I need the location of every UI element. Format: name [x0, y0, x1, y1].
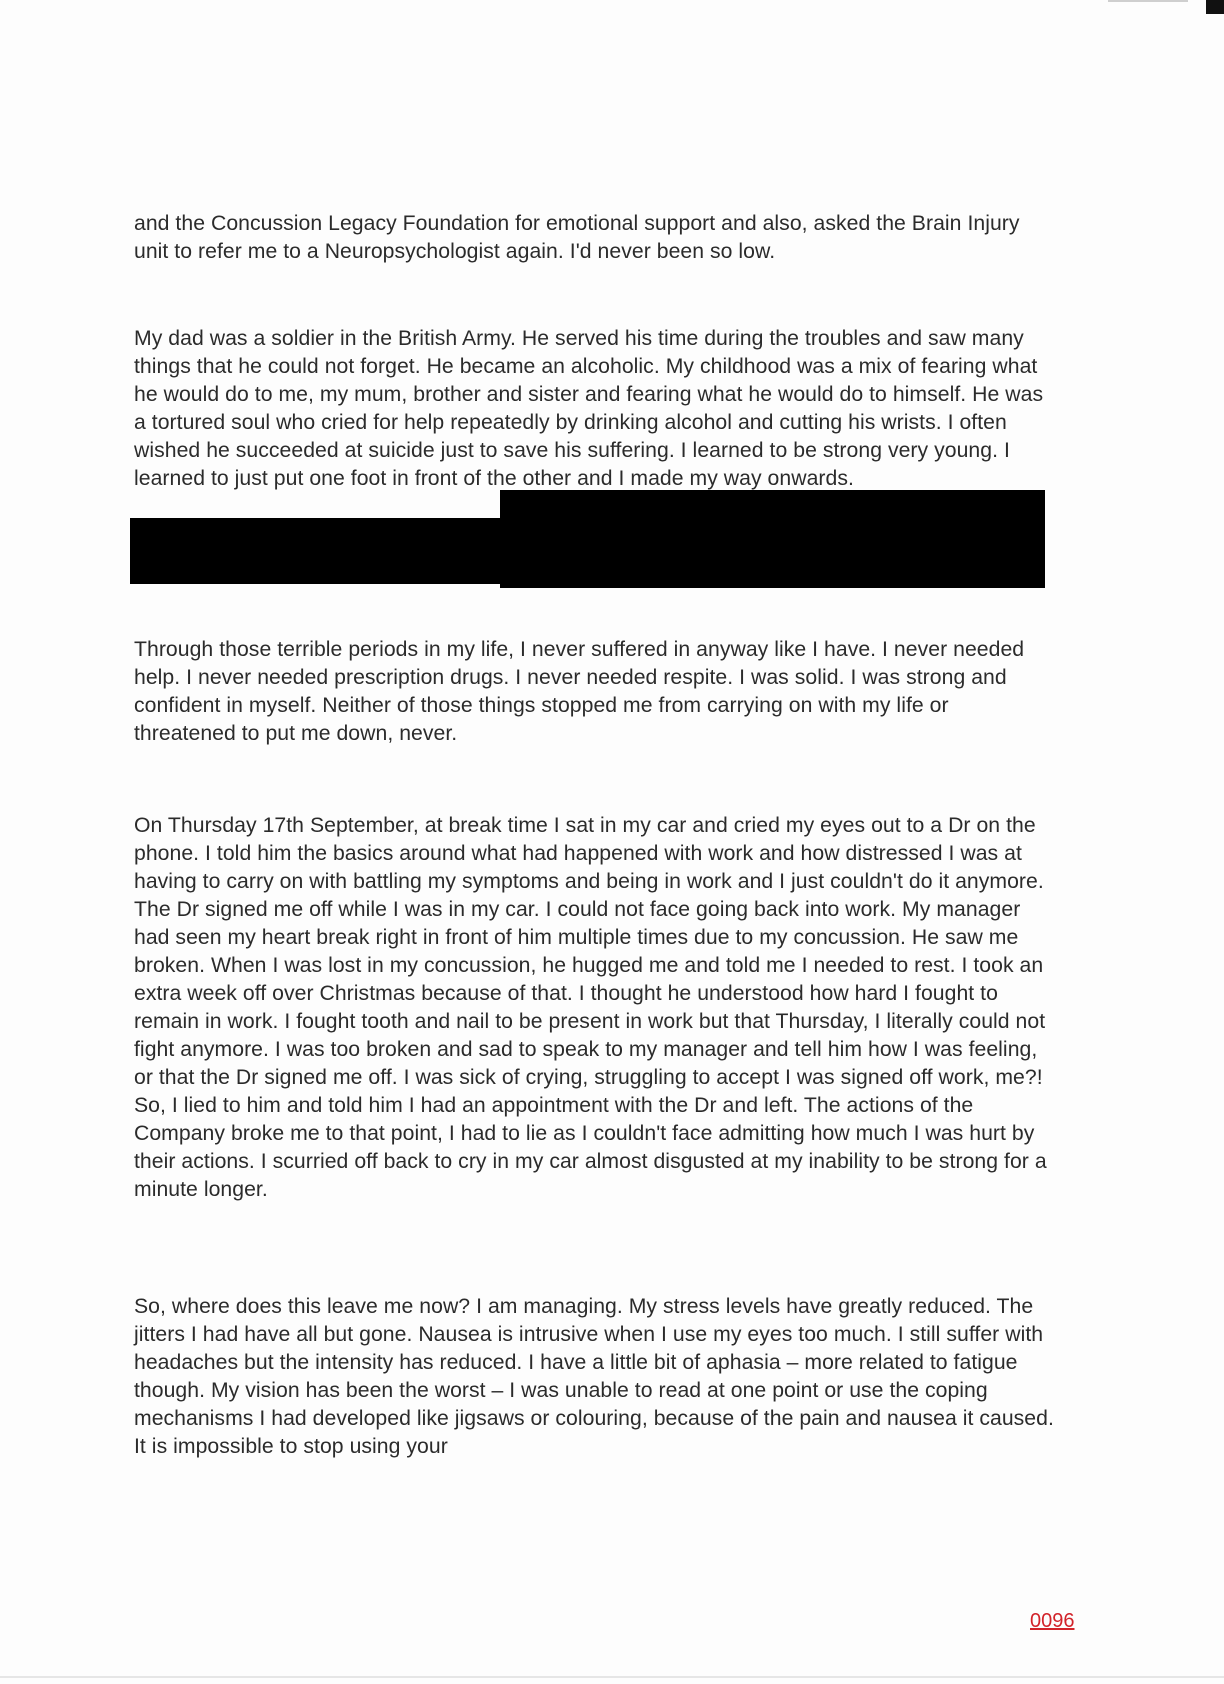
paragraph-support: and the Concussion Legacy Foundation for emotional support and also, asked the Brain Injury unit to refer me to a Neuropsychologist again. I'd never been so low.	[134, 212, 1020, 263]
scan-bottom-edge	[0, 1676, 1224, 1678]
scan-edge-mark	[1108, 0, 1188, 2]
paragraph-dad-soldier: My dad was a soldier in the British Army. He served his time during the troubles and saw many things that he could not forget. He became an alcoholic. My childhood was a mix of fearing what he would do to me, my mum, brother and sister and fearing what he would do to himself. He was a tortured soul who cried for help repeatedly by drinking alcohol and cutting his wrists. I often wished he succeeded at suicide just to save his suffering. I learned to be strong very young. I learned to just put one foot in front of the other and I made my way onwards.	[134, 327, 1044, 490]
paragraph-now: So, where does this leave me now? I am managing. My stress levels have greatly reduced. The jitters I had have all but gone. Nausea is intrusive when I use my eyes too much. I still suffer with headaches but the intensity has reduced. I have a little bit of aphasia – more related to fatigue though. My vision has been the worst – I was unable to read at one point or use the coping mechanisms I had developed like jigsaws or colouring, because of the pain and nausea it caused. It is impossible to stop using your	[134, 1295, 1054, 1458]
redaction-block	[130, 518, 510, 584]
redaction-block	[500, 490, 1045, 588]
paragraph-never-suffered: Through those terrible periods in my life, I never suffered in anyway like I have. I never needed help. I never needed prescription drugs. I never needed respite. I was solid. I was strong and confident in myself. Neither of those things stopped me from carrying on with my life or threatened to put me down, never.	[134, 638, 1025, 745]
scan-corner-mark	[1206, 0, 1224, 14]
paragraph-thursday: On Thursday 17th September, at break time I sat in my car and cried my eyes out to a Dr on the phone. I told him the basics around what had happened with work and how distressed I was at having to carry on with battling my symptoms and being in work and I just couldn't do it anymore. The Dr signed me off while I was in my car. I could not face going back into work. My manager had seen my heart break right in front of him multiple times due to my concussion. He saw me broken. When I was lost in my concussion, he hugged me and told me I needed to rest. I took an extra week off over Christmas because of that. I thought he understood how hard I fought to remain in work. I fought tooth and nail to be present in work but that Thursday, I literally could not fight anymore. I was too broken and sad to speak to my manager and tell him how I was feeling, or that the Dr signed me off. I was sick of crying, struggling to accept I was signed off work, me?! So, I lied to him and told him I had an appointment with the Dr and left. The actions of the Company broke me to that point, I had to lie as I couldn't face admitting how much I was hurt by their actions. I scurried off back to cry in my car almost disgusted at my inability to be strong for a minute longer.	[134, 814, 1047, 1201]
page-number: 0096	[1030, 1610, 1075, 1632]
